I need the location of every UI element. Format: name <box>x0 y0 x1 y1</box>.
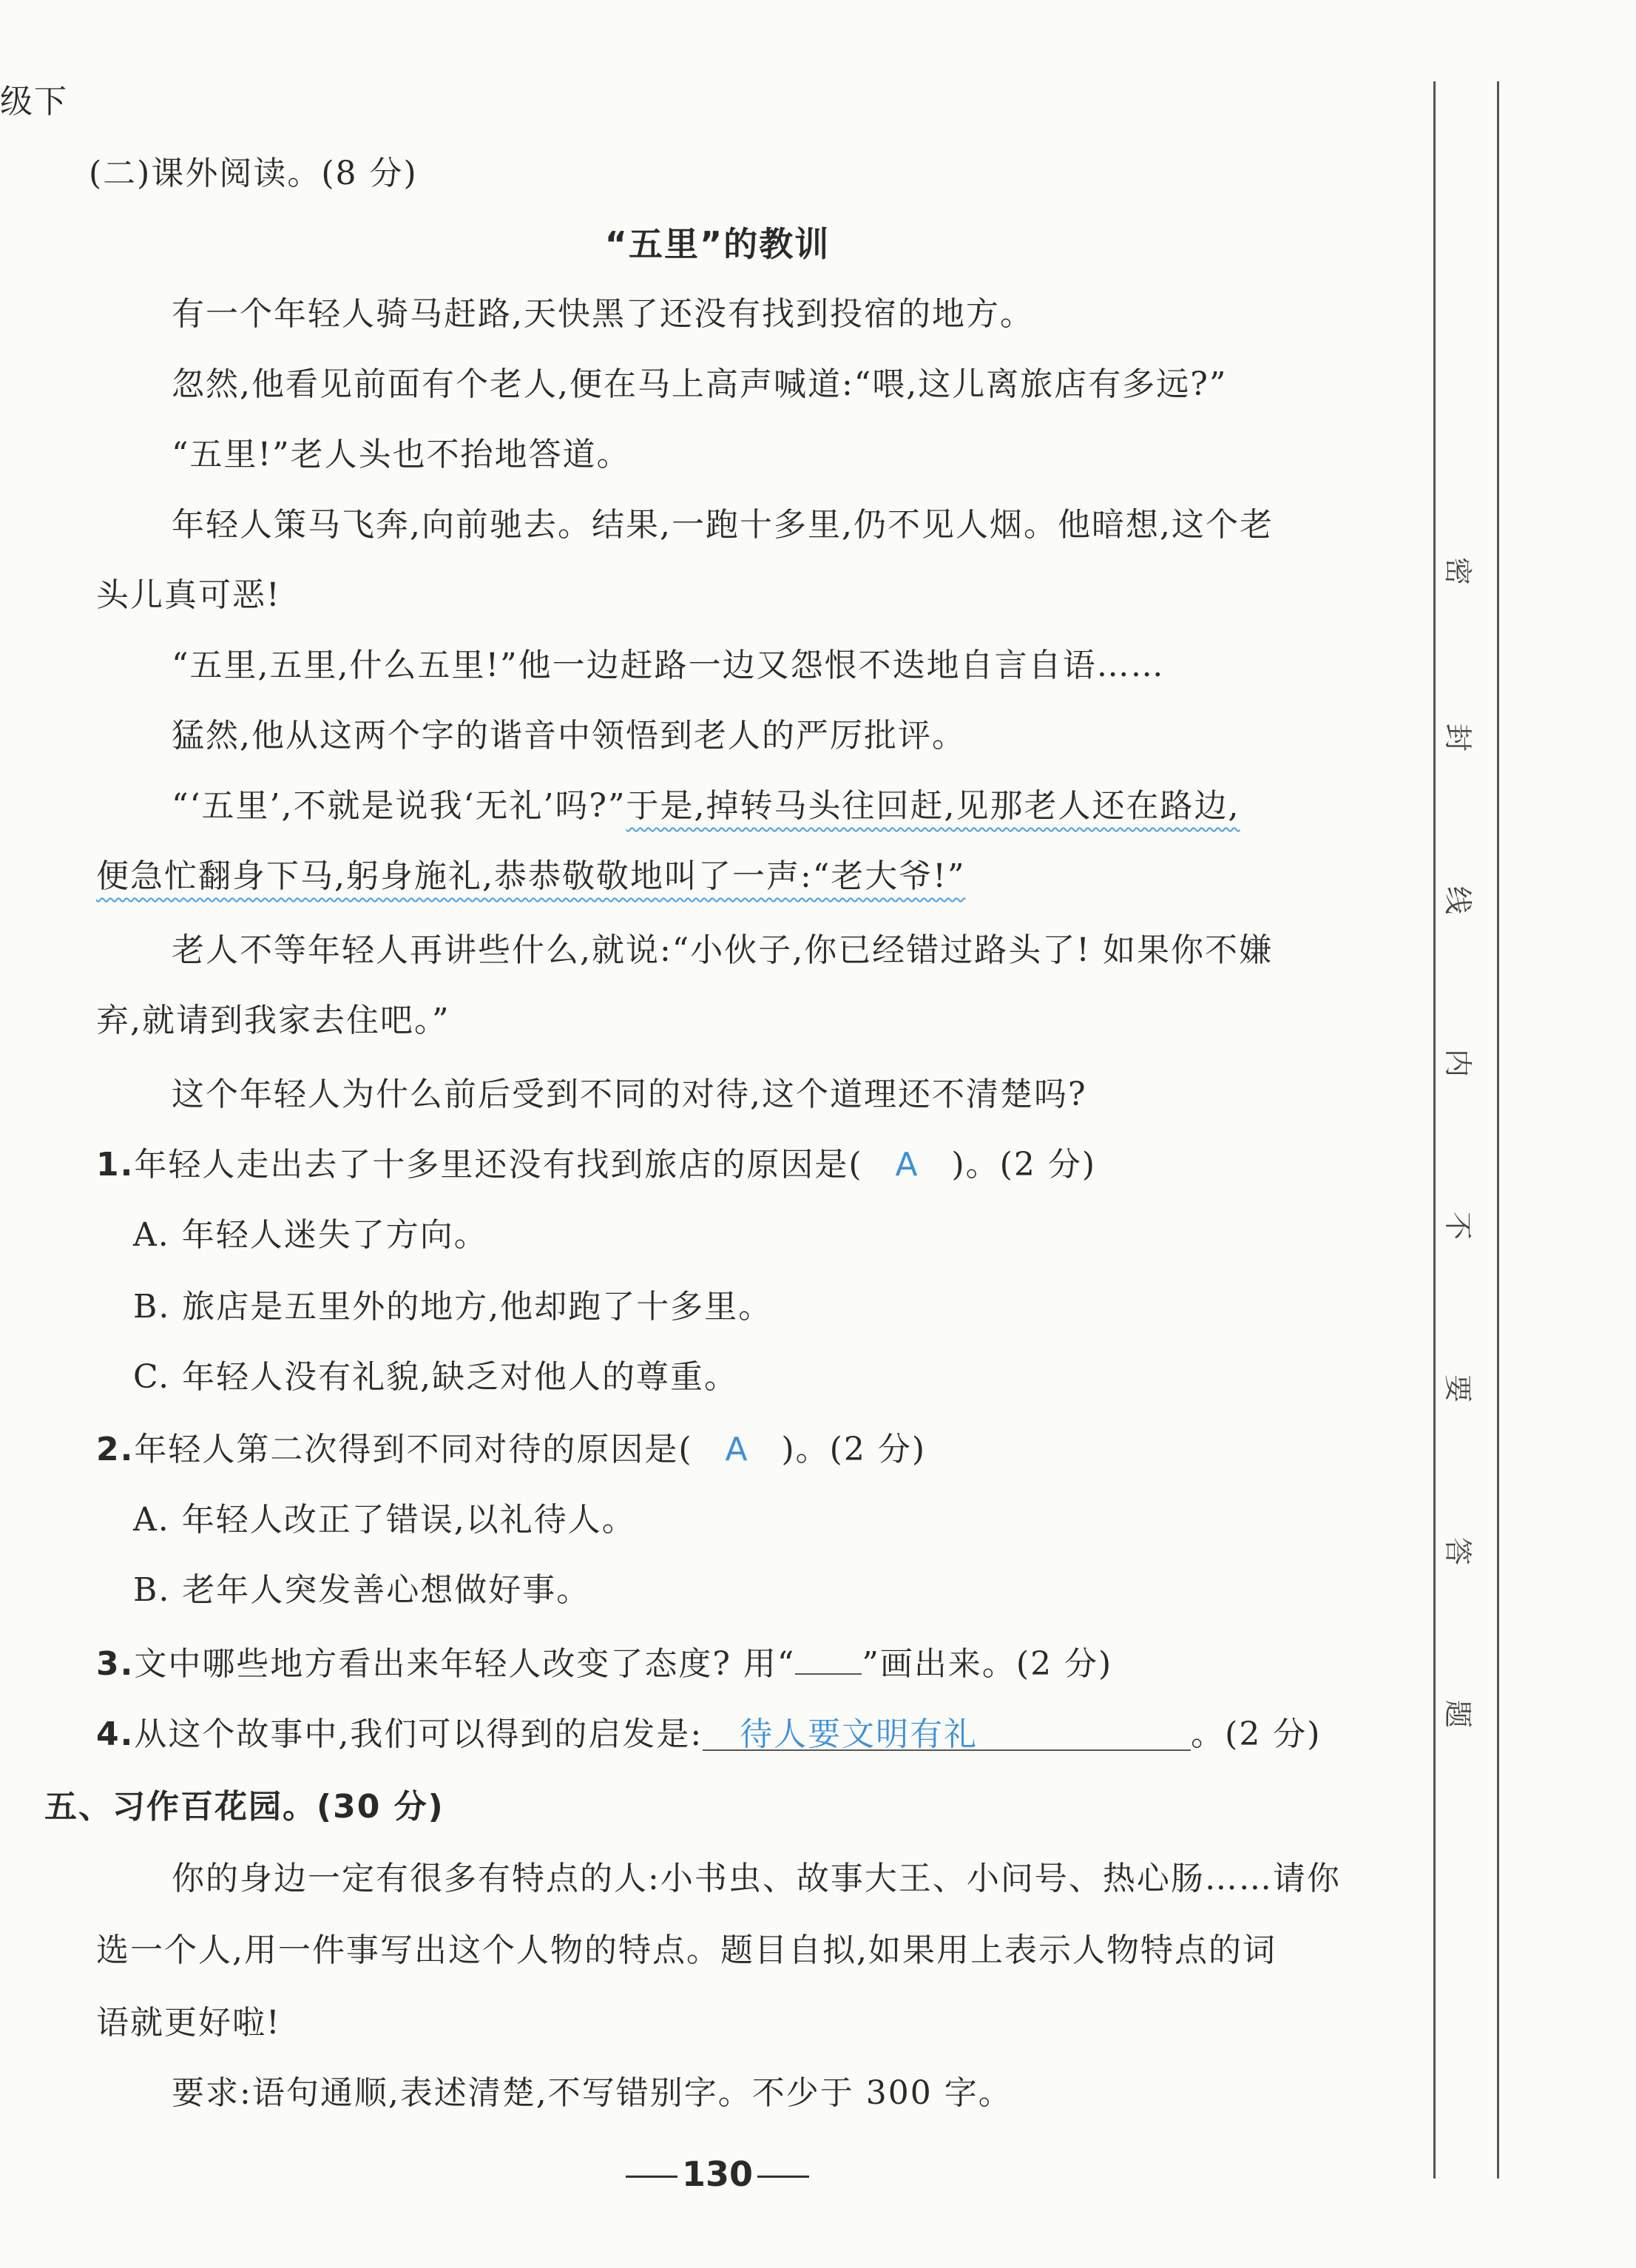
story-line: 年轻人策马飞奔,向前驰去。结果,一跑十多里,仍不见人烟。他暗想,这个老 <box>172 506 1274 544</box>
writing-prompt-line: 语就更好啦! <box>96 2004 281 2042</box>
story-line: 头儿真可恶! <box>96 576 281 614</box>
option: A. 年轻人迷失了方向。 <box>133 1216 488 1254</box>
seal-line-char: 密 <box>1441 556 1475 586</box>
question-number: 2. <box>96 1431 135 1468</box>
question-tail: ”画出来。(2 分) <box>862 1645 1113 1683</box>
seal-line-char: 不 <box>1441 1211 1475 1241</box>
writing-requirement: 要求:语句通顺,表述清楚,不写错别字。不少于 300 字。 <box>172 2074 1013 2112</box>
seal-rule-outer <box>1497 81 1499 2178</box>
option: C. 年轻人没有礼貌,缺乏对他人的尊重。 <box>133 1358 739 1396</box>
page-number-dash <box>757 2176 809 2178</box>
seal-line-char: 答 <box>1441 1536 1475 1566</box>
answer-blank <box>703 1712 1191 1751</box>
story-line: 弃,就请到我家去住吧。” <box>96 1002 450 1039</box>
seal-line-char: 封 <box>1441 723 1475 752</box>
question-number: 4. <box>96 1715 135 1753</box>
sample-blank-line <box>795 1644 862 1675</box>
option: A. 年轻人改正了错误,以礼待人。 <box>133 1501 636 1539</box>
question-4 <box>96 1712 1321 1757</box>
option: B. 旅店是五里外的地方,他却跑了十多里。 <box>133 1288 773 1326</box>
page-number <box>0 2154 1435 2194</box>
story-line-marked <box>172 784 1240 828</box>
grade-header: 级下 <box>0 83 68 121</box>
question-number: 1. <box>96 1146 135 1184</box>
question-3 <box>96 1642 1112 1687</box>
question-2 <box>96 1428 926 1472</box>
question-stem: 文中哪些地方看出来年轻人改变了态度? 用“ <box>134 1645 796 1683</box>
story-line: “五里,五里,什么五里!”他一边赶路一边又怨恨不迭地自言自语…… <box>172 647 1165 684</box>
story-text: “‘五里’,不就是说我‘无礼’吗?” <box>172 787 626 825</box>
handwritten-underline: 于是,掉转马头往回赶,见那老人还在路边, <box>626 787 1240 825</box>
story-line: 猛然,他从这两个字的谐音中领悟到老人的严厉批评。 <box>172 717 966 755</box>
reading-section-title: (二)课外阅读。(8 分) <box>89 155 418 192</box>
story-title: “五里”的教训 <box>604 224 831 264</box>
seal-line-char: 要 <box>1441 1374 1475 1403</box>
seal-line-char: 题 <box>1441 1699 1475 1729</box>
writing-prompt-line: 选一个人,用一件事写出这个人物的特点。题目自拟,如果用上表示人物特点的词 <box>96 1931 1277 1969</box>
story-line: 忽然,他看见前面有个老人,便在马上高声喊道:“喂,这儿离旅店有多远?” <box>172 365 1228 403</box>
story-line: “五里!”老人头也不抬地答道。 <box>172 436 631 473</box>
question-tail: 。(2 分) <box>1191 1715 1322 1753</box>
writing-prompt-line: 你的身边一定有很多有特点的人:小书虫、故事大王、小问号、热心肠……请你 <box>172 1860 1341 1897</box>
answer-handwritten: 待人要文明有礼 <box>740 1715 978 1753</box>
story-line-marked <box>96 854 965 899</box>
page-number-dash <box>626 2176 677 2178</box>
answer-handwritten: A <box>895 1146 919 1184</box>
question-stem: 年轻人走出去了十多里还没有找到旅店的原因是( <box>134 1146 863 1184</box>
seal-rule-inner <box>1433 81 1436 2178</box>
question-1 <box>96 1143 1096 1187</box>
seal-line-char: 线 <box>1441 885 1475 915</box>
page-number-value: 130 <box>681 2154 754 2194</box>
seal-line-char: 内 <box>1441 1048 1475 1078</box>
question-tail: )。(2 分) <box>951 1146 1096 1184</box>
question-stem: 从这个故事中,我们可以得到的启发是: <box>134 1715 703 1753</box>
story-line: 有一个年轻人骑马赶路,天快黑了还没有找到投宿的地方。 <box>172 295 1034 333</box>
story-line: 老人不等年轻人再讲些什么,就说:“小伙子,你已经错过路头了! 如果你不嫌 <box>172 931 1273 969</box>
story-line: 这个年轻人为什么前后受到不同的对待,这个道理还不清楚吗? <box>172 1076 1087 1113</box>
question-tail: )。(2 分) <box>781 1431 926 1468</box>
option: B. 老年人突发善心想做好事。 <box>133 1571 591 1609</box>
writing-section-title: 五、习作百花园。(30 分) <box>44 1788 445 1826</box>
question-number: 3. <box>96 1645 135 1683</box>
handwritten-underline: 便急忙翻身下马,躬身施礼,恭恭敬敬地叫了一声:“老大爷!” <box>96 857 966 895</box>
question-stem: 年轻人第二次得到不同对待的原因是( <box>134 1431 693 1468</box>
answer-handwritten: A <box>725 1431 749 1468</box>
